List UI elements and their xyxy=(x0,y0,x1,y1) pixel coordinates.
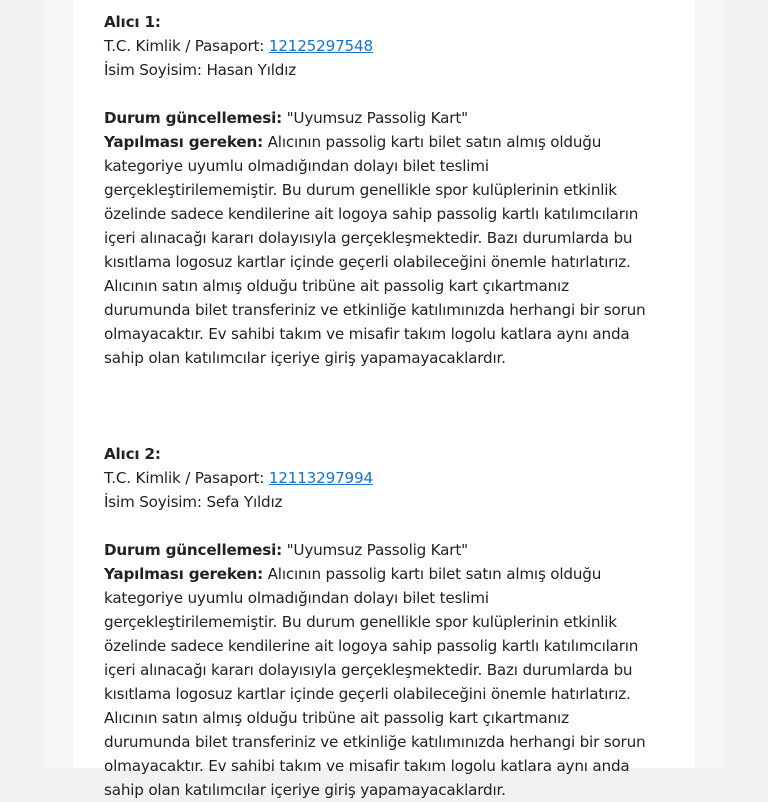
action-line: gerçekleştirilememiştir. Bu durum genellikle spor kulüplerinin etkinlik xyxy=(104,181,617,199)
action-text: Alıcının passolig kartı bilet satın almış olduğu xyxy=(262,133,602,151)
action-line: özelinde sadece kendilerine ait logoya sahip passolig kartlı katılımcıların xyxy=(104,205,639,223)
action-line: özelinde sadece kendilerine ait logoya sahip passolig kartlı katılımcıların xyxy=(104,637,639,655)
action-line: olmayacaktır. Ev sahibi takım ve misafir takım logolu katlara aynı anda xyxy=(104,757,630,775)
action-line: Alıcının satın almış olduğu tribüne ait passolig kart çıkartmanız xyxy=(104,709,569,727)
action-line: olmayacaktır. Ev sahibi takım ve misafir takım logolu katlara aynı anda xyxy=(104,325,630,343)
action-line: durumunda bilet transferiniz ve etkinliğe katılımınızda herhangi bir sorun xyxy=(104,301,646,319)
action-line: kategoriye uyumlu olmadığından dolayı bilet teslimi xyxy=(104,157,489,175)
action-label: Yapılması gereken: xyxy=(104,565,263,583)
action-line: Alıcının satın almış olduğu tribüne ait passolig kart çıkartmanız xyxy=(104,277,569,295)
id-number-link[interactable]: 12113297994 xyxy=(268,469,373,487)
status-value: "Uyumsuz Passolig Kart" xyxy=(282,541,468,559)
spacer xyxy=(104,82,664,106)
action-line xyxy=(104,130,664,154)
action-label: Yapılması gereken: xyxy=(104,133,263,151)
action-paragraph xyxy=(104,562,664,802)
action-paragraph xyxy=(104,130,664,370)
action-line: içeri alınacağı kararı dolayısıyla gerçekleşmektedir. Bazı durumlarda bu xyxy=(104,229,633,247)
action-line: gerçekleştirilememiştir. Bu durum genellikle spor kulüplerinin etkinlik xyxy=(104,613,617,631)
name-line: İsim Soyisim: Hasan Yıldız xyxy=(104,61,296,79)
status-value: "Uyumsuz Passolig Kart" xyxy=(282,109,468,127)
email-body xyxy=(73,0,695,799)
id-label: T.C. Kimlik / Pasaport: xyxy=(104,37,269,55)
action-line: kısıtlama logosuz kartlar içinde geçerli olabileceğini önemle hatırlatırız. xyxy=(104,685,631,703)
recipient-heading: Alıcı 1: xyxy=(104,13,161,31)
name-line: İsim Soyisim: Sefa Yıldız xyxy=(104,493,283,511)
action-line: sahip olan katılımcılar içeriye giriş yapamayacaklardır. xyxy=(104,781,506,799)
status-label: Durum güncellemesi: xyxy=(104,109,282,127)
action-line: kısıtlama logosuz kartlar içinde geçerli olabileceğini önemle hatırlatırız. xyxy=(104,253,631,271)
status-line xyxy=(104,538,664,562)
id-label: T.C. Kimlik / Pasaport: xyxy=(104,469,269,487)
section-spacer xyxy=(104,418,664,442)
id-line xyxy=(104,34,664,58)
status-label: Durum güncellemesi: xyxy=(104,541,282,559)
recipient-block-2 xyxy=(104,442,664,802)
action-line: durumunda bilet transferiniz ve etkinliğe katılımınızda herhangi bir sorun xyxy=(104,733,646,751)
id-number-link[interactable]: 12125297548 xyxy=(268,37,373,55)
spacer xyxy=(104,514,664,538)
recipient-block-1 xyxy=(104,10,664,370)
status-line xyxy=(104,106,664,130)
email-content xyxy=(104,10,664,802)
action-line: içeri alınacağı kararı dolayısıyla gerçekleşmektedir. Bazı durumlarda bu xyxy=(104,661,633,679)
action-line xyxy=(104,562,664,586)
recipient-heading: Alıcı 2: xyxy=(104,445,161,463)
id-line xyxy=(104,466,664,490)
action-text: Alıcının passolig kartı bilet satın almış olduğu xyxy=(262,565,602,583)
section-spacer xyxy=(104,370,664,418)
action-line: sahip olan katılımcılar içeriye giriş yapamayacaklardır. xyxy=(104,349,506,367)
action-line: kategoriye uyumlu olmadığından dolayı bilet teslimi xyxy=(104,589,489,607)
